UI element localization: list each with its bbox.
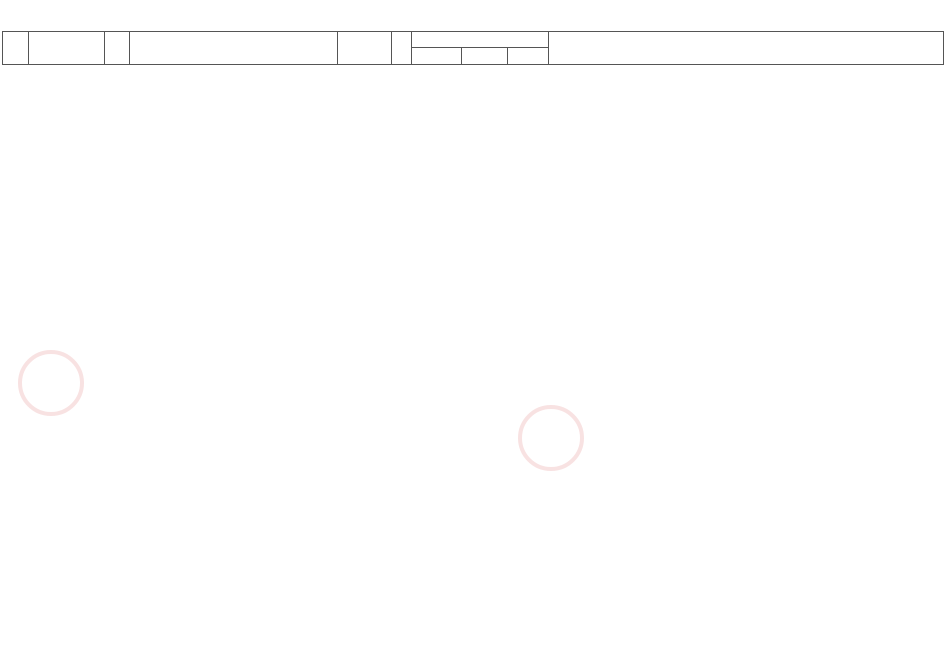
header-wish bbox=[392, 32, 412, 65]
watermark-seal-icon bbox=[18, 350, 84, 416]
header-school-name bbox=[29, 32, 105, 65]
header-major-name bbox=[130, 32, 338, 65]
header-major-code bbox=[105, 32, 130, 65]
header-school-code bbox=[3, 32, 29, 65]
header-culture-score bbox=[462, 48, 508, 65]
watermark-seal-icon bbox=[518, 405, 584, 471]
admission-table bbox=[2, 31, 944, 65]
header-min-score-group bbox=[412, 32, 549, 48]
header-rule bbox=[549, 32, 944, 65]
header-count bbox=[338, 32, 392, 65]
page-title bbox=[0, 0, 945, 30]
header-prof-score bbox=[412, 48, 462, 65]
header-total-score bbox=[508, 48, 549, 65]
